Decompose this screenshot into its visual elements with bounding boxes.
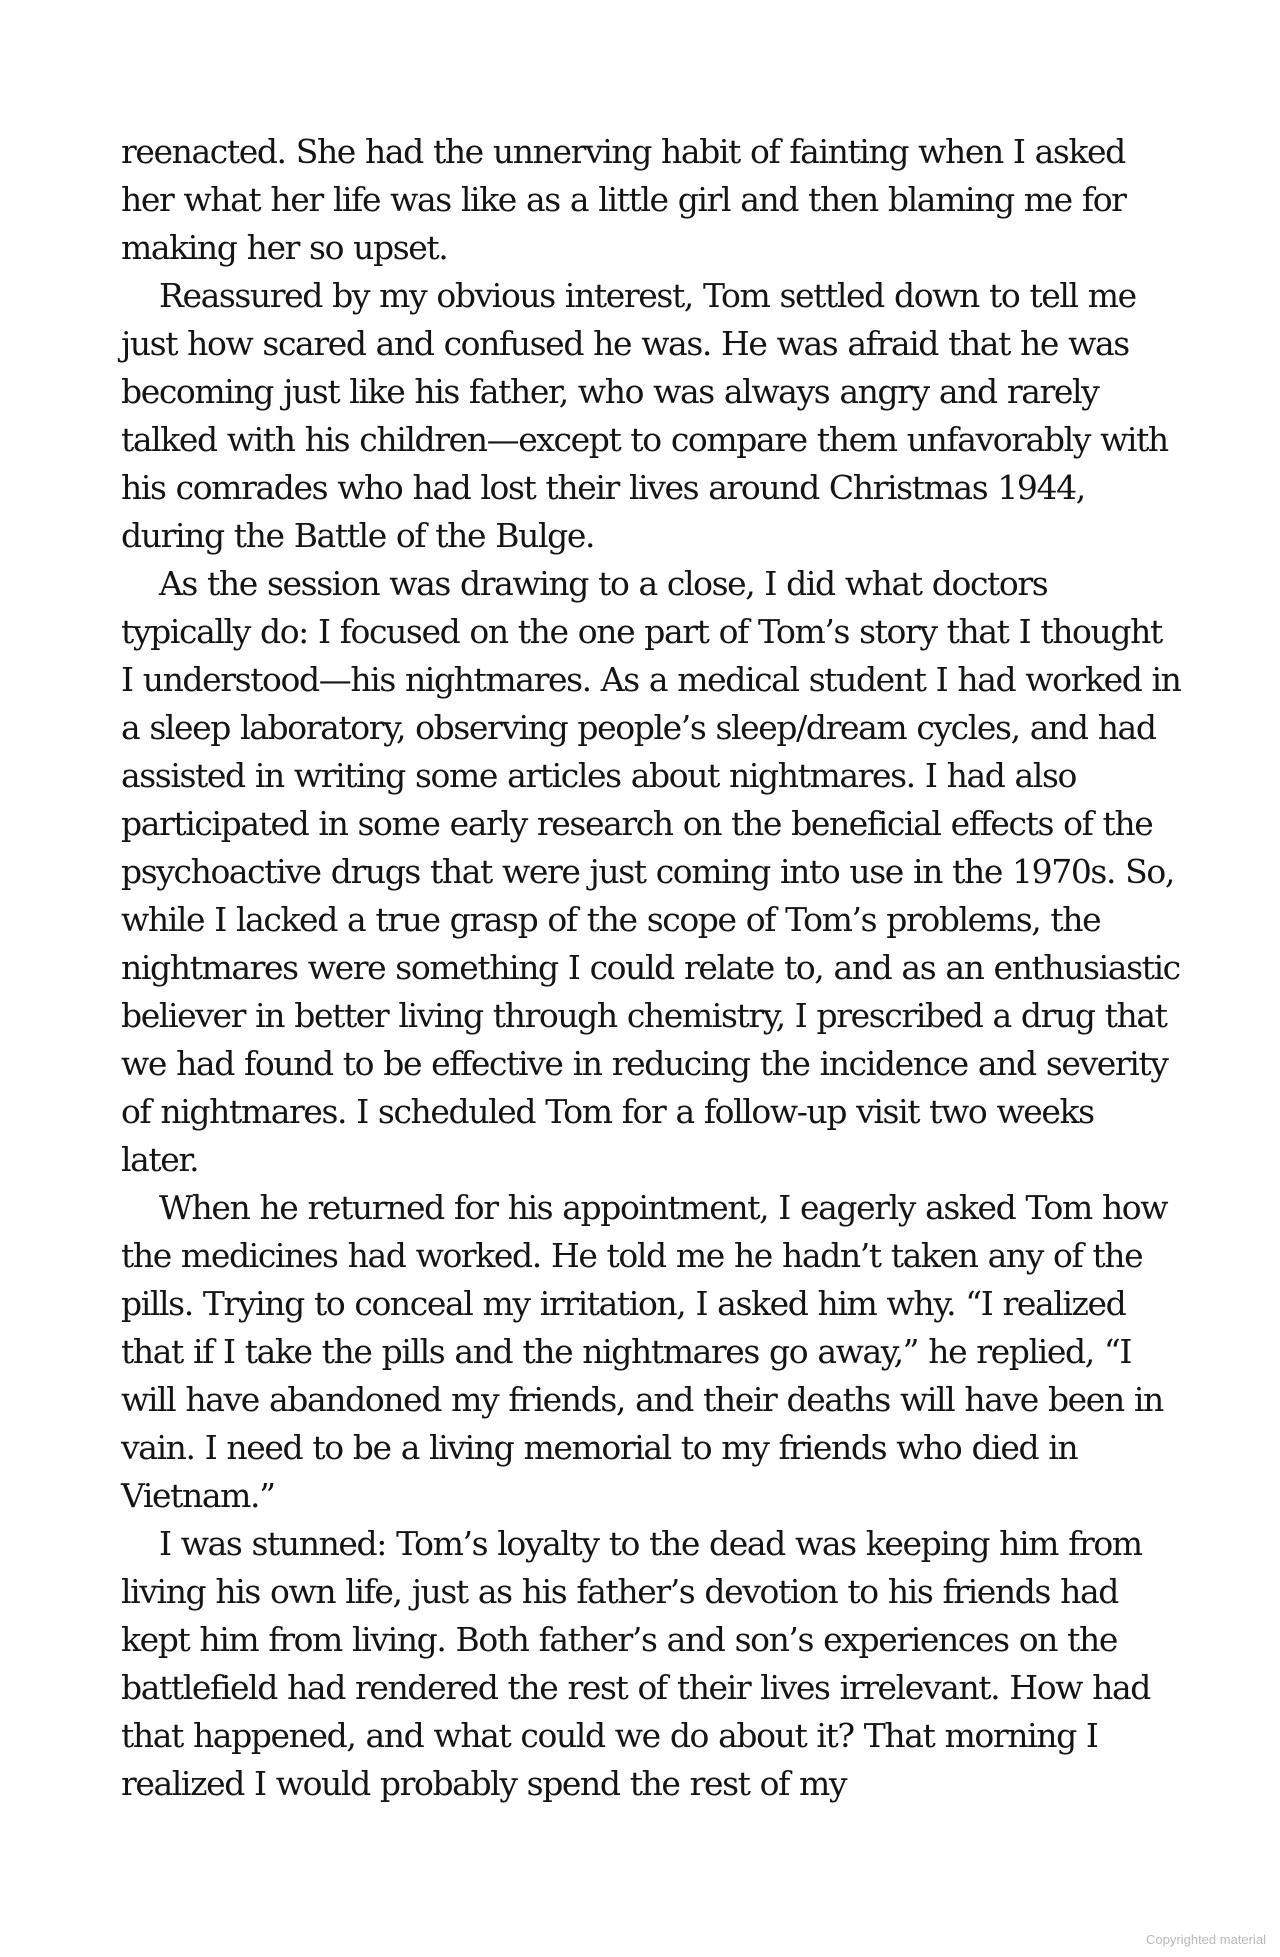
paragraph-follow-up: When he returned for his appointment, I eagerly asked Tom how the medicines had worked. He told me he hadn’t taken any of the pills. Trying to conceal my irritation, I asked him why. “I realized that if I take the pills and the nightmares go away,” he replied, “I will have abandoned my friends, and their deaths will have been in vain. I need to be a living memorial to my friends who died in Vietnam.”	[121, 1188, 1168, 1515]
copyright-watermark: Copyrighted material	[1146, 1932, 1266, 1947]
paragraph-realization: I was stunned: Tom’s loyalty to the dead was keeping him from living his own life, just as his father’s devotion to his friends had kept him from living. Both father’s and son’s experiences on the battlefield had rendered the rest of their lives irrelevant. How had that happened, and what could we do about it? That morning I realized I would probably spend the rest of my	[121, 1524, 1150, 1803]
body-text	[121, 128, 1181, 1808]
paragraph-nightmares: As the session was drawing to a close, I did what doctors typically do: I focused on the one part of Tom’s story that I thought I understood—his nightmares. As a medical student I had worked in a sleep laboratory, observing people’s sleep/dream cycles, and had assisted in writing some articles about nightmares. I had also participated in some early research on the beneficial effects of the psychoactive drugs that were just coming into use in the 1970s. So, while I lacked a true grasp of the scope of Tom’s problems, the nightmares were something I could relate to, and as an enthusiastic believer in better living through chemistry, I prescribed a drug that we had found to be effective in reducing the incidence and severity of nightmares. I scheduled Tom for a follow-up visit two weeks later.	[121, 564, 1181, 1179]
paragraph-tom-fears: Reassured by my obvious interest, Tom settled down to tell me just how scared and confused he was. He was afraid that he was becoming just like his father, who was always angry and rarely talked with his children—except to compare them unfavorably with his comrades who had lost their lives around Christmas 1944, during the Battle of the Bulge.	[121, 276, 1168, 555]
paragraph-continuation: reenacted. She had the unnerving habit of fainting when I asked her what her life was like as a little girl and then blaming me for making her so upset.	[121, 132, 1126, 267]
